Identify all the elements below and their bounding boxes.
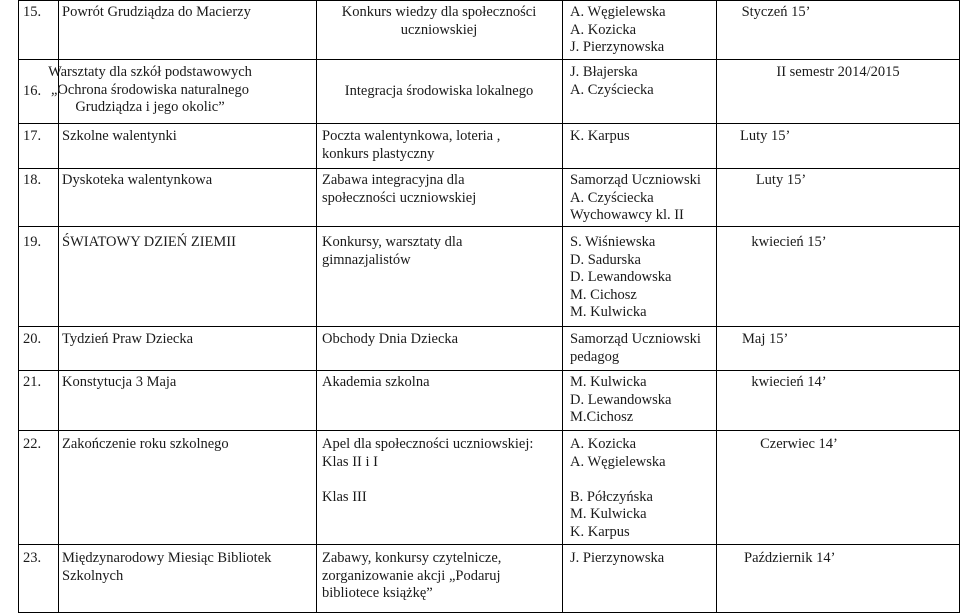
activity-form: Apel dla społeczności uczniowskiej: Klas II i I Klas III bbox=[322, 436, 534, 505]
task-name: Dyskoteka walentynkowa bbox=[62, 172, 213, 188]
date: kwiecień 14’ bbox=[751, 374, 827, 390]
row-number: 19. bbox=[23, 234, 42, 250]
date: Czerwiec 14’ bbox=[760, 436, 838, 452]
date: kwiecień 15’ bbox=[751, 234, 827, 250]
date: Maj 15’ bbox=[742, 331, 789, 347]
row-separator bbox=[18, 326, 960, 327]
row-number: 21. bbox=[23, 374, 42, 390]
row-number: 20. bbox=[23, 331, 42, 347]
column-separator bbox=[562, 0, 563, 613]
row-separator bbox=[18, 544, 960, 545]
activity-form: Konkursy, warsztaty dla gimnazjalistów bbox=[322, 234, 463, 268]
responsible-persons: M. Kulwicka D. Lewandowska M.Cichosz bbox=[570, 374, 672, 425]
row-number: 17. bbox=[23, 128, 42, 144]
row-separator bbox=[18, 430, 960, 431]
date: Październik 14’ bbox=[744, 550, 836, 566]
responsible-persons: A. Węgielewska A. Kozicka J. Pierzynowska bbox=[570, 4, 666, 55]
activity-form: Zabawa integracyjna dla społeczności uczniowskiej bbox=[322, 172, 477, 206]
task-name: Konstytucja 3 Maja bbox=[62, 374, 177, 390]
row-separator bbox=[18, 226, 960, 227]
row-separator bbox=[18, 370, 960, 371]
responsible-persons: J. Błajerska A. Czyściecka bbox=[570, 64, 654, 98]
row-number: 23. bbox=[23, 550, 42, 566]
row-number: 15. bbox=[23, 4, 42, 20]
row-number: 18. bbox=[23, 172, 42, 188]
task-name: Powrót Grudziądza do Macierzy bbox=[62, 4, 251, 20]
responsible-persons: J. Pierzynowska bbox=[570, 550, 665, 566]
row-separator bbox=[18, 123, 960, 124]
date: Styczeń 15’ bbox=[741, 4, 811, 20]
row-number: 22. bbox=[23, 436, 42, 452]
row-separator bbox=[18, 59, 960, 60]
activity-form: Poczta walentynkowa, loteria , konkurs plastyczny bbox=[322, 128, 501, 162]
responsible-persons: Samorząd Uczniowski pedagog bbox=[570, 331, 701, 365]
date: Luty 15’ bbox=[740, 128, 791, 144]
responsible-persons: Samorząd Uczniowski A. Czyściecka Wychowawcy kl. II bbox=[570, 172, 701, 223]
column-separator bbox=[18, 0, 19, 613]
row-separator bbox=[18, 168, 960, 169]
activity-form: Konkurs wiedzy dla społeczności uczniowskiej bbox=[341, 4, 537, 38]
task-name: ŚWIATOWY DZIEŃ ZIEMII bbox=[62, 234, 236, 250]
column-separator bbox=[716, 0, 717, 613]
task-name: Warsztaty dla szkół podstawowych „Ochrona środowiska naturalnego Grudziądza i jego okolic” bbox=[48, 64, 252, 115]
activity-form: Integracja środowiska lokalnego bbox=[344, 83, 534, 99]
responsible-persons: A. Kozicka A. Węgielewska B. Półczyńska M. Kulwicka K. Karpus bbox=[570, 436, 666, 540]
row-number: 16. bbox=[23, 83, 42, 99]
responsible-persons: S. Wiśniewska D. Sadurska D. Lewandowska M. Cichosz M. Kulwicka bbox=[570, 234, 672, 320]
task-name: Szkolne walentynki bbox=[62, 128, 177, 144]
activity-form: Akademia szkolna bbox=[322, 374, 430, 390]
task-name: Międzynarodowy Miesiąc Bibliotek Szkolnych bbox=[62, 550, 272, 584]
activity-form: Zabawy, konkursy czytelnicze, zorganizowanie akcji „Podaruj bibliotece książkę” bbox=[322, 550, 502, 601]
table-top-border bbox=[18, 0, 960, 1]
task-name: Tydzień Praw Dziecka bbox=[62, 331, 194, 347]
date: Luty 15’ bbox=[755, 172, 807, 188]
date: II semestr 2014/2015 bbox=[776, 64, 900, 80]
responsible-persons: K. Karpus bbox=[570, 128, 630, 144]
task-name: Zakończenie roku szkolnego bbox=[62, 436, 229, 452]
activity-form: Obchody Dnia Dziecka bbox=[322, 331, 459, 347]
